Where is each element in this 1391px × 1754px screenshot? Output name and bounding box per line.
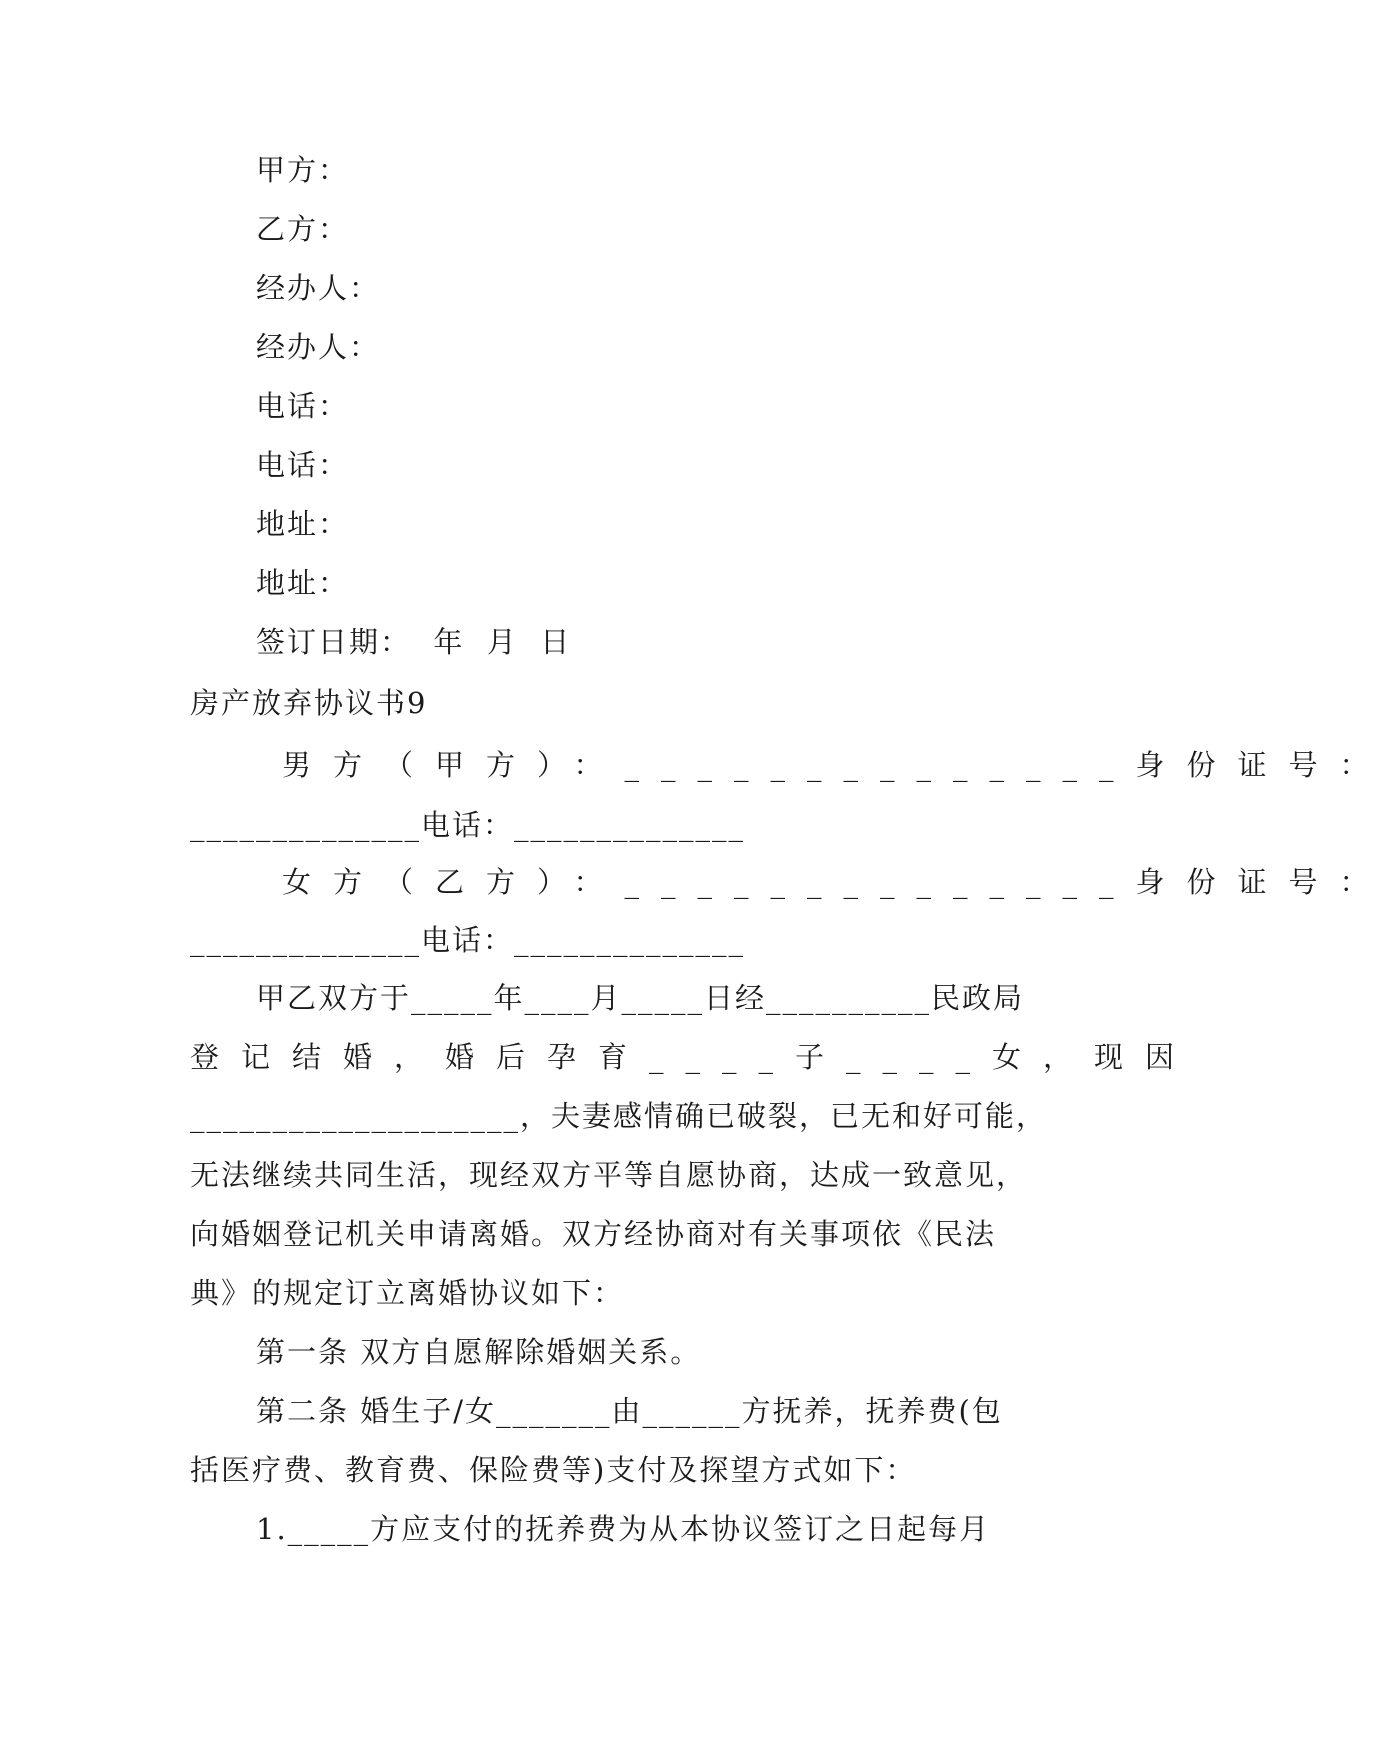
paragraph-1-line-4: 无法继续共同生活，现经双方平等自愿协商，达成一致意见，	[190, 1158, 1028, 1192]
phone-label-1: 电话：	[256, 389, 350, 423]
document-title: 房产放弃协议书9	[190, 686, 428, 720]
party-a-label: 甲方：	[256, 153, 350, 187]
male-party-line: 男方（甲方）：______________身份证号：	[282, 748, 1391, 782]
paragraph-1-line-1: 甲乙双方于_____年____月_____日经__________民政局	[256, 981, 1025, 1015]
male-party-phone-line: ______________电话：______________	[190, 808, 746, 842]
article-1: 第一条 双方自愿解除婚姻关系。	[256, 1335, 702, 1369]
paragraph-1-line-6: 典》的规定订立离婚协议如下：	[190, 1276, 625, 1310]
signing-date-label: 签订日期： 年 月 日	[256, 625, 572, 659]
party-b-label: 乙方：	[256, 212, 350, 246]
paragraph-1-line-5: 向婚姻登记机关申请离婚。双方经协商对有关事项依《民法	[190, 1217, 997, 1251]
article-2-line-2: 括医疗费、教育费、保险费等)支付及探望方式如下：	[190, 1453, 917, 1487]
handler-label-1: 经办人：	[256, 271, 381, 305]
female-party-phone-line: ______________电话：______________	[190, 923, 746, 957]
handler-label-2: 经办人：	[256, 330, 381, 364]
paragraph-1-line-2: 登记结婚，婚后孕育____子____女，现因	[190, 1040, 1197, 1074]
article-2-item-1: 1._____方应支付的抚养费为从本协议签订之日起每月	[256, 1512, 991, 1546]
article-2-line-1: 第二条 婚生子/女_______由______方抚养，抚养费(包	[256, 1394, 1003, 1428]
phone-label-2: 电话：	[256, 448, 350, 482]
address-label-2: 地址：	[256, 566, 350, 600]
female-party-line: 女方（乙方）：______________身份证号：	[282, 865, 1391, 899]
paragraph-1-line-3: ____________________，夫妻感情确已破裂，已无和好可能，	[190, 1099, 1048, 1133]
address-label-1: 地址：	[256, 507, 350, 541]
